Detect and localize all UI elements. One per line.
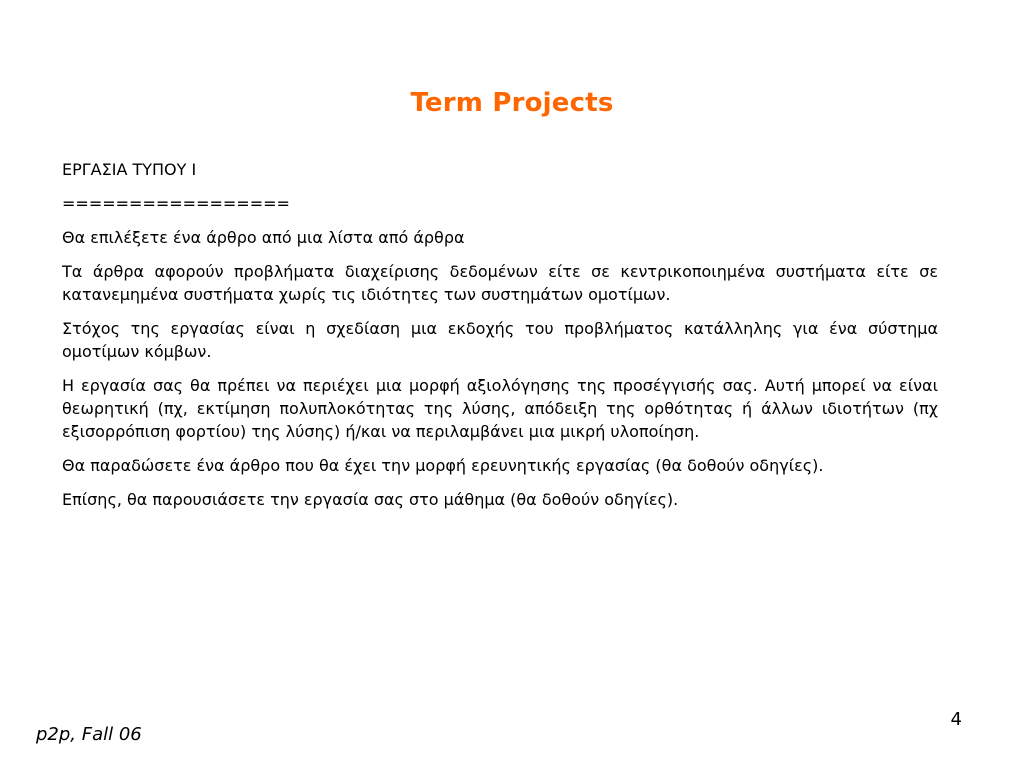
slide-body — [62, 158, 938, 522]
footer-course-label: p2p, Fall 06 — [36, 724, 142, 745]
section-separator: ================= — [62, 194, 290, 213]
section-heading: ΕΡΓΑΣΙΑ ΤΥΠΟΥ Ι — [62, 160, 197, 179]
paragraph-1: Θα επιλέξετε ένα άρθρο από μια λίστα από άρθρα — [62, 228, 465, 247]
paragraph-2: Τα άρθρα αφορούν προβλήματα διαχείρισης δεδομένων είτε σε κεντρικοποιημένα συστήματα είτε σε κατανεμημένα συστήματα χωρίς τις ιδιότητες των συστημάτων ομοτίμων. — [62, 262, 938, 304]
paragraph-6: Επίσης, θα παρουσιάσετε την εργασία σας στο μάθημα (θα δοθούν οδηγίες). — [62, 490, 679, 509]
slide-title: Term Projects — [410, 88, 614, 118]
paragraph-4: Η εργασία σας θα πρέπει να περιέχει μια μορφή αξιολόγησης της προσέγγισής σας. Αυτή μπορεί να είναι θεωρητική (πχ, εκτίμηση πολυπλοκότητας της λύσης, απόδειξη της ορθότητας ή άλλων ιδιοτήτων (πχ εξισορρόπιση φορτίου) της λύσης) ή/και να περιλαμβάνει μια μικρή υλοποίηση. — [62, 376, 938, 441]
page-number: 4 — [950, 709, 962, 730]
paragraph-3: Στόχος της εργασίας είναι η σχεδίαση μια εκδοχής του προβλήματος κατάλληλης για ένα σύστημα ομοτίμων κόμβων. — [62, 319, 938, 361]
paragraph-5: Θα παραδώσετε ένα άρθρο που θα έχει την μορφή ερευνητικής εργασίας (θα δοθούν οδηγίες). — [62, 456, 824, 475]
